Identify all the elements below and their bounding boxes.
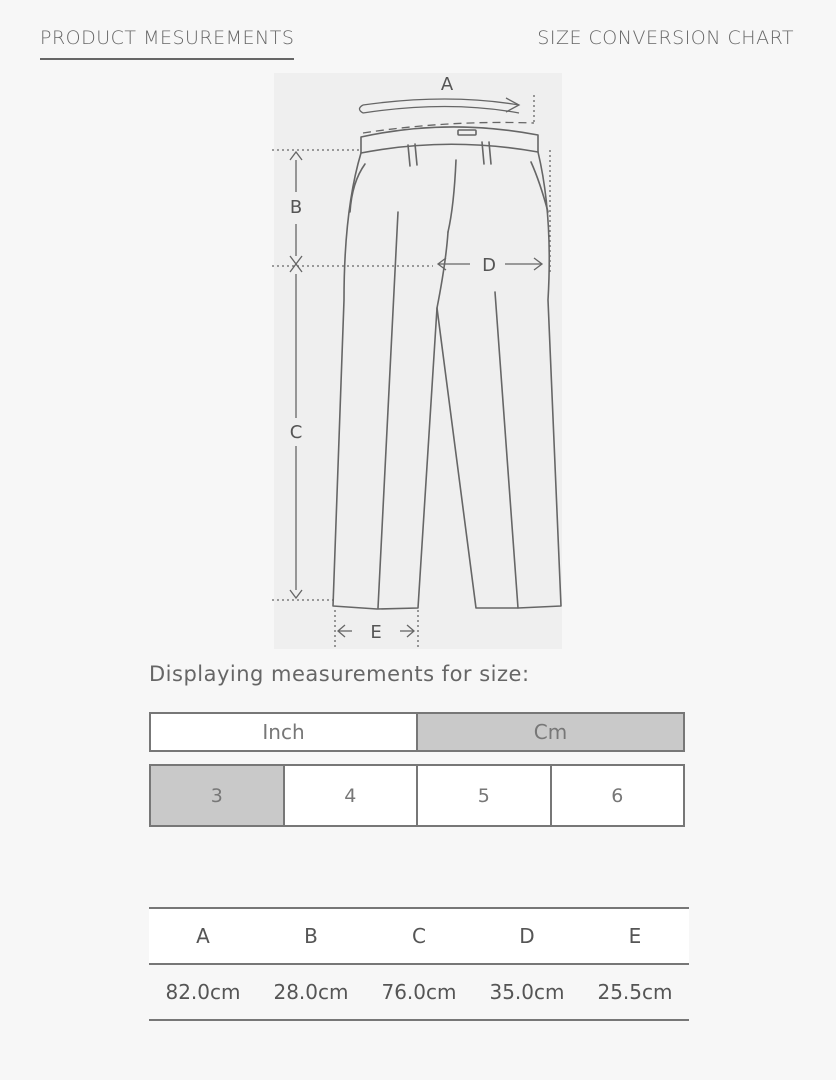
unit-toggle	[149, 712, 685, 752]
size-prompt-label: Displaying measurements for size:	[149, 662, 530, 686]
measurements-header-row	[149, 909, 689, 965]
header-cell-c: C	[412, 924, 426, 948]
diagram-label-e: E	[370, 622, 382, 643]
value-cell-d: 35.0cm	[489, 980, 565, 1004]
value-cell-e: 25.5cm	[597, 980, 673, 1004]
size-button-6[interactable]: 6	[550, 766, 684, 825]
header-cell-a: A	[196, 924, 210, 948]
size-button-3[interactable]: 3	[151, 766, 283, 825]
tab-product-measurements[interactable]: PRODUCT MESUREMENTS	[40, 27, 294, 60]
value-cell-b: 28.0cm	[273, 980, 349, 1004]
size-button-5[interactable]: 5	[416, 766, 550, 825]
diagram-label-b: B	[289, 197, 303, 218]
header-cell-d: D	[519, 924, 535, 948]
size-button-4[interactable]: 4	[283, 766, 417, 825]
diagram-label-d: D	[482, 255, 496, 276]
diagram-label-a: A	[440, 74, 454, 95]
header-cell-e: E	[628, 924, 642, 948]
size-selector	[149, 764, 685, 827]
value-cell-a: 82.0cm	[165, 980, 241, 1004]
measurements-table	[149, 907, 689, 1021]
header-cell-b: B	[304, 924, 318, 948]
tab-size-conversion-chart[interactable]: SIZE CONVERSION CHART	[537, 27, 794, 49]
diagram-label-c: C	[289, 422, 303, 443]
unit-inch-button[interactable]: Inch	[151, 714, 416, 750]
trousers-diagram-background	[274, 73, 562, 649]
unit-cm-button[interactable]: Cm	[416, 714, 683, 750]
measurements-values-row	[149, 965, 689, 1021]
value-cell-c: 76.0cm	[381, 980, 457, 1004]
